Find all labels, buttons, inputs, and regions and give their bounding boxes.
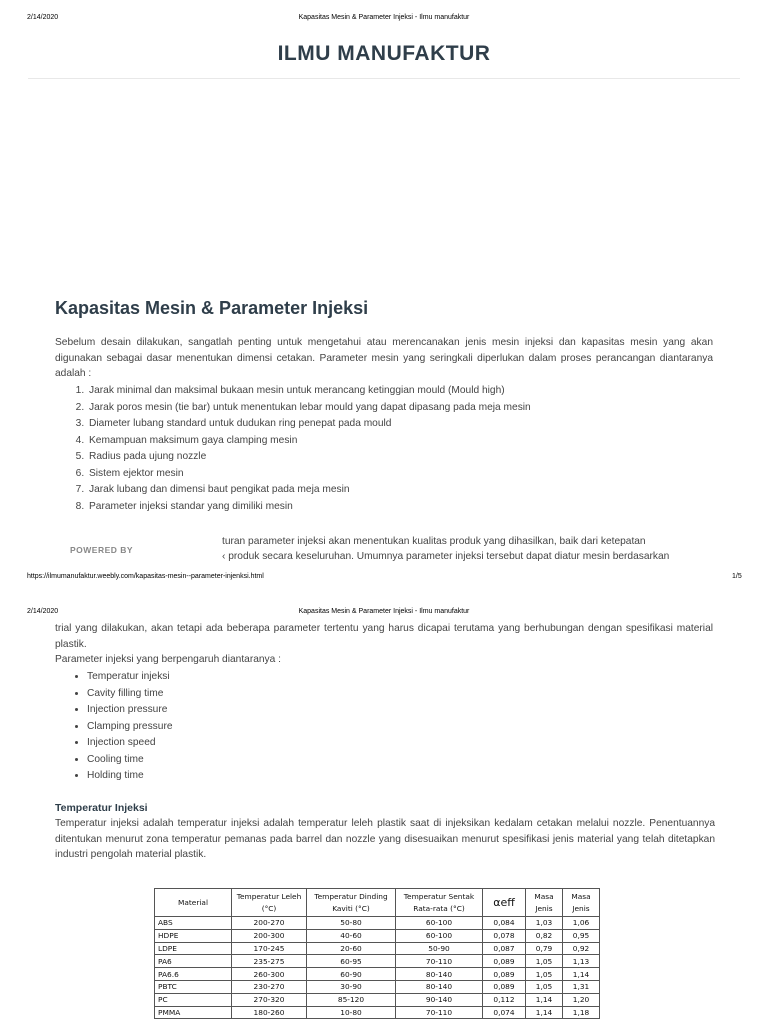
table-cell: 70-110 [396,955,483,968]
section-title: Temperatur Injeksi [55,802,148,814]
table-row [155,993,600,1006]
table-cell: 0,089 [483,968,526,981]
table-cell: 1,05 [526,980,563,993]
params-intro: Parameter injeksi yang berpengaruh diantaranya : [55,654,281,665]
table-cell: 70-110 [396,1006,483,1019]
table-cell: HDPE [155,929,232,942]
column-header: Masa Jenis [563,889,600,917]
table-cell: 260-300 [232,968,307,981]
table-header-row [155,889,600,917]
table-cell: PMMA [155,1006,232,1019]
table-cell: 90-140 [396,993,483,1006]
list-item: 7. Jarak lubang dan dimensi baut pengikat pada meja mesin [87,482,531,499]
table-cell: 60-95 [307,955,396,968]
intro-paragraph: Sebelum desain dilakukan, sangatlah penting untuk mengetahui atau merencanakan jenis mesin injeksi dan kapasitas mesin yang akan digunakan sebagai dasar menentukan dimensi cetakan. Parameter mesin yang seringkali diperlukan dalam proses perancangan diantaranya adalah : [55,337,713,379]
table-cell: 0,084 [483,917,526,930]
trailing-text-line-1: turan parameter injeksi akan menentukan kualitas produk yang dihasilkan, baik dari ketepatan [222,536,646,547]
table-cell: 60-90 [307,968,396,981]
page-header-date: 2/14/2020 [27,14,59,21]
list-item: 1. Jarak minimal dan maksimal bukaan mesin untuk merancang ketinggian mould (Mould high) [87,383,531,400]
table-row [155,917,600,930]
table-cell: 1,13 [563,955,600,968]
machine-parameter-list [87,383,531,515]
table-row [155,968,600,981]
table-cell: 80-140 [396,980,483,993]
list-item: 2. Jarak poros mesin (tie bar) untuk menentukan lebar mould yang dapat dipasang pada meja mesin [87,400,531,417]
table-cell: 60-100 [396,929,483,942]
injection-parameter-list [87,669,173,785]
page-footer-url: https://ilmumanufaktur.weebly.com/kapasitas-mesin--parameter-injenksi.html [27,573,264,580]
table-cell: 0,95 [563,929,600,942]
table-cell: 170-245 [232,942,307,955]
powered-by-badge[interactable]: POWERED BY [70,545,134,555]
table-cell: 1,06 [563,917,600,930]
table-cell: 50-80 [307,917,396,930]
table-cell: 230-270 [232,980,307,993]
table-cell: 180-260 [232,1006,307,1019]
table-cell: PA6 [155,955,232,968]
table-cell: 270-320 [232,993,307,1006]
list-item: • Injection speed [87,735,173,752]
table-cell: 0,078 [483,929,526,942]
table-cell: 1,14 [526,1006,563,1019]
table-cell: PC [155,993,232,1006]
material-table [154,888,600,1019]
table-cell: LDPE [155,942,232,955]
column-header: Material [155,889,232,917]
table-cell: 0,087 [483,942,526,955]
page-header-title: Kapasitas Mesin & Parameter Injeksi - Ilmu manufaktur [298,608,470,615]
table-cell: 30-90 [307,980,396,993]
table-row [155,980,600,993]
table-row [155,929,600,942]
table-cell: PBTC [155,980,232,993]
trailing-text-line-2: ‹ produk secara keseluruhan. Umumnya parameter injeksi tersebut dapat diatur mesin berdasarkan [222,551,670,562]
table-cell: PA6.6 [155,968,232,981]
column-header: Temperatur Sentak Rata-rata (°C) [396,889,483,917]
table-row [155,955,600,968]
table-cell: 10-80 [307,1006,396,1019]
table-cell: 40-60 [307,929,396,942]
table-cell: 1,05 [526,955,563,968]
table-cell: 235-275 [232,955,307,968]
header-divider [28,78,740,79]
list-item: • Cooling time [87,752,173,769]
column-header: αeff [483,889,526,917]
list-item: 8. Parameter injeksi standar yang dimiliki mesin [87,499,531,516]
column-header: Temperatur Dinding Kaviti (°C) [307,889,396,917]
list-item: • Holding time [87,768,173,785]
column-header: Masa Jenis [526,889,563,917]
list-item: • Injection pressure [87,702,173,719]
table-cell: 0,089 [483,955,526,968]
table-cell: 0,82 [526,929,563,942]
table-cell: 1,20 [563,993,600,1006]
table-cell: 200-300 [232,929,307,942]
table-cell: 20-60 [307,942,396,955]
table-cell: 0,79 [526,942,563,955]
table-cell: 1,14 [526,993,563,1006]
list-item: 3. Diameter lubang standard untuk dudukan ring penepat pada mould [87,416,531,433]
table-cell: 80-140 [396,968,483,981]
list-item: 4. Kemampuan maksimum gaya clamping mesin [87,433,531,450]
column-header: Temperatur Leleh (°C) [232,889,307,917]
list-item: • Temperatur injeksi [87,669,173,686]
table-cell: 50-90 [396,942,483,955]
list-item: • Cavity filling time [87,686,173,703]
table-cell: 0,112 [483,993,526,1006]
table-cell: 1,18 [563,1006,600,1019]
table-cell: 0,074 [483,1006,526,1019]
section-paragraph: Temperatur injeksi adalah temperatur injeksi adalah temperatur leleh plastik saat di injeksikan kedalam cetakan melalui nozzle. Penentuannya ditentukan menurut zona temperatur pemanas pada barrel dan nozzle yang disesuaikan menurut spesifikasi jenis material yang telah ditetapkan industri pengolah material plastik. [55,818,715,860]
list-item: • Clamping pressure [87,719,173,736]
table-row [155,942,600,955]
site-title[interactable]: ILMU MANUFAKTUR [277,42,491,65]
table-cell: 1,31 [563,980,600,993]
table-cell: ABS [155,917,232,930]
table-cell: 0,92 [563,942,600,955]
table-row [155,1006,600,1019]
table-cell: 200-270 [232,917,307,930]
table-cell: 85-120 [307,993,396,1006]
table-cell: 0,089 [483,980,526,993]
page-header-title: Kapasitas Mesin & Parameter Injeksi - Ilmu manufaktur [298,14,470,21]
continued-paragraph: trial yang dilakukan, akan tetapi ada beberapa parameter tertentu yang harus dicapai terutama yang berhubungan dengan spesifikasi material plastik. [55,623,713,650]
table-cell: 60-100 [396,917,483,930]
list-item: 5. Radius pada ujung nozzle [87,449,531,466]
list-item: 6. Sistem ejektor mesin [87,466,531,483]
table-cell: 1,14 [563,968,600,981]
page-footer-number: 1/5 [732,573,742,580]
article-title: Kapasitas Mesin & Parameter Injeksi [55,298,369,318]
table-cell: 1,05 [526,968,563,981]
table-cell: 1,03 [526,917,563,930]
page-header-date: 2/14/2020 [27,608,59,615]
